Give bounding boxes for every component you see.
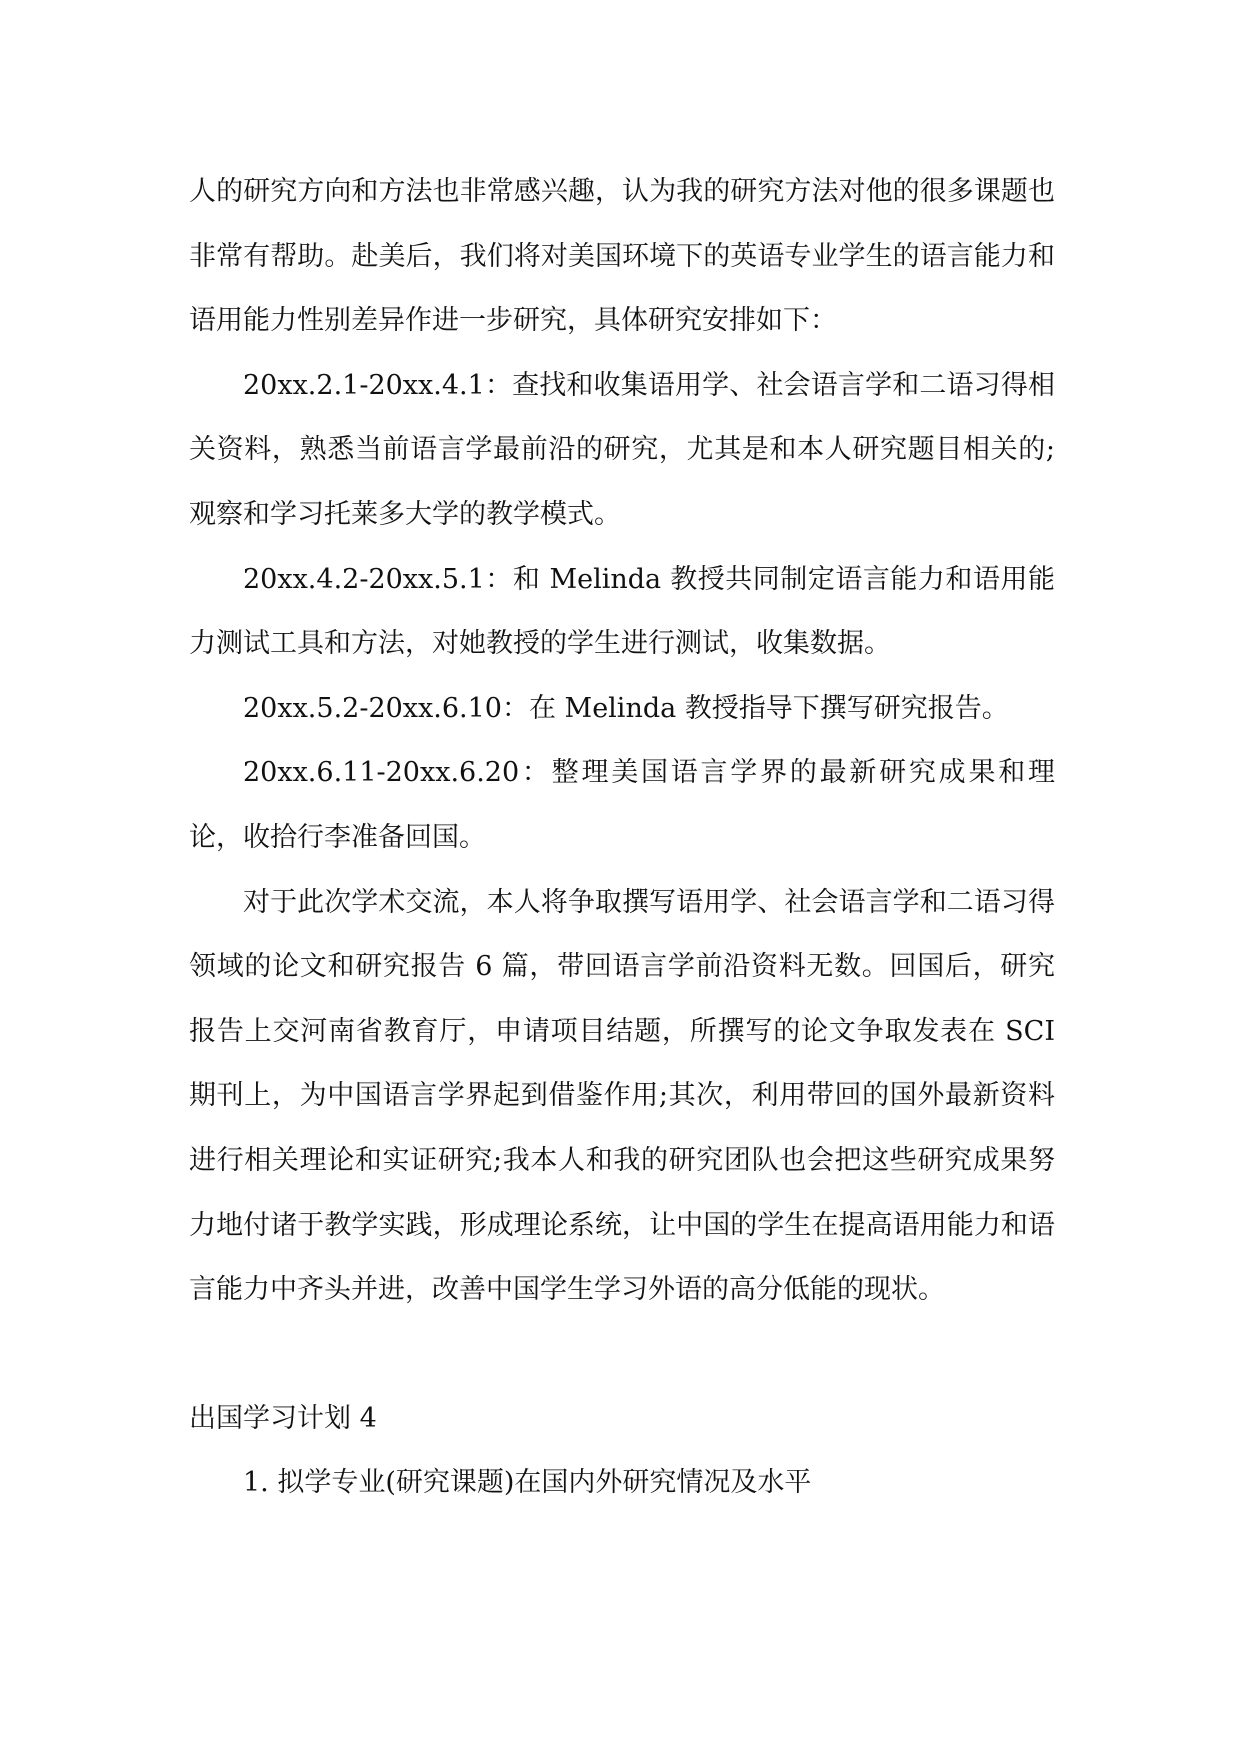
paragraph-continuation: 人的研究方向和方法也非常感兴趣，认为我的研究方法对他的很多课题也非常有帮助。赴美后，我们将对美国环境下的英语专业学生的语言能力和语用能力性别差异作进一步研究，具体研究安排如下： xyxy=(189,176,1055,337)
paragraph-outcomes: 对于此次学术交流，本人将争取撰写语用学、社会语言学和二语习得领域的论文和研究报告 6 篇，带回语言学前沿资料无数。回国后，研究报告上交河南省教育厅，申请项目结题，所撰写的论文争取发表在 SCI 期刊上，为中国语言学界起到借鉴作用;其次，利用带回的国外最新资料进行相关理论和实证研究;我本人和我的研究团队也会把这些研究成果努力地付诸于教学实践，形成理论系统，让中国的学生在提高语用能力和语言能力中齐头并进，改善中国学生学习外语的高分低能的现状。 xyxy=(189,886,1055,1306)
paragraph-schedule-1: 20xx.2.1-20xx.4.1：查找和收集语用学、社会语言学和二语习得相关资料，熟悉当前语言学最前沿的研究，尤其是和本人研究题目相关的;观察和学习托莱多大学的教学模式。 xyxy=(189,369,1055,530)
paragraph-schedule-3: 20xx.5.2-20xx.6.10：在 Melinda 教授指导下撰写研究报告。 xyxy=(243,692,1009,724)
section-item: 1. 拟学专业(研究课题)在国内外研究情况及水平 xyxy=(243,1467,812,1499)
section-title: 出国学习计划 4 xyxy=(189,1402,377,1434)
paragraph-schedule-2: 20xx.4.2-20xx.5.1：和 Melinda 教授共同制定语言能力和语用能力测试工具和方法，对她教授的学生进行测试，收集数据。 xyxy=(189,563,1055,660)
document-body xyxy=(189,160,1055,1516)
paragraph-schedule-4: 20xx.6.11-20xx.6.20：整理美国语言学界的最新研究成果和理论，收拾行李准备回国。 xyxy=(189,757,1055,853)
